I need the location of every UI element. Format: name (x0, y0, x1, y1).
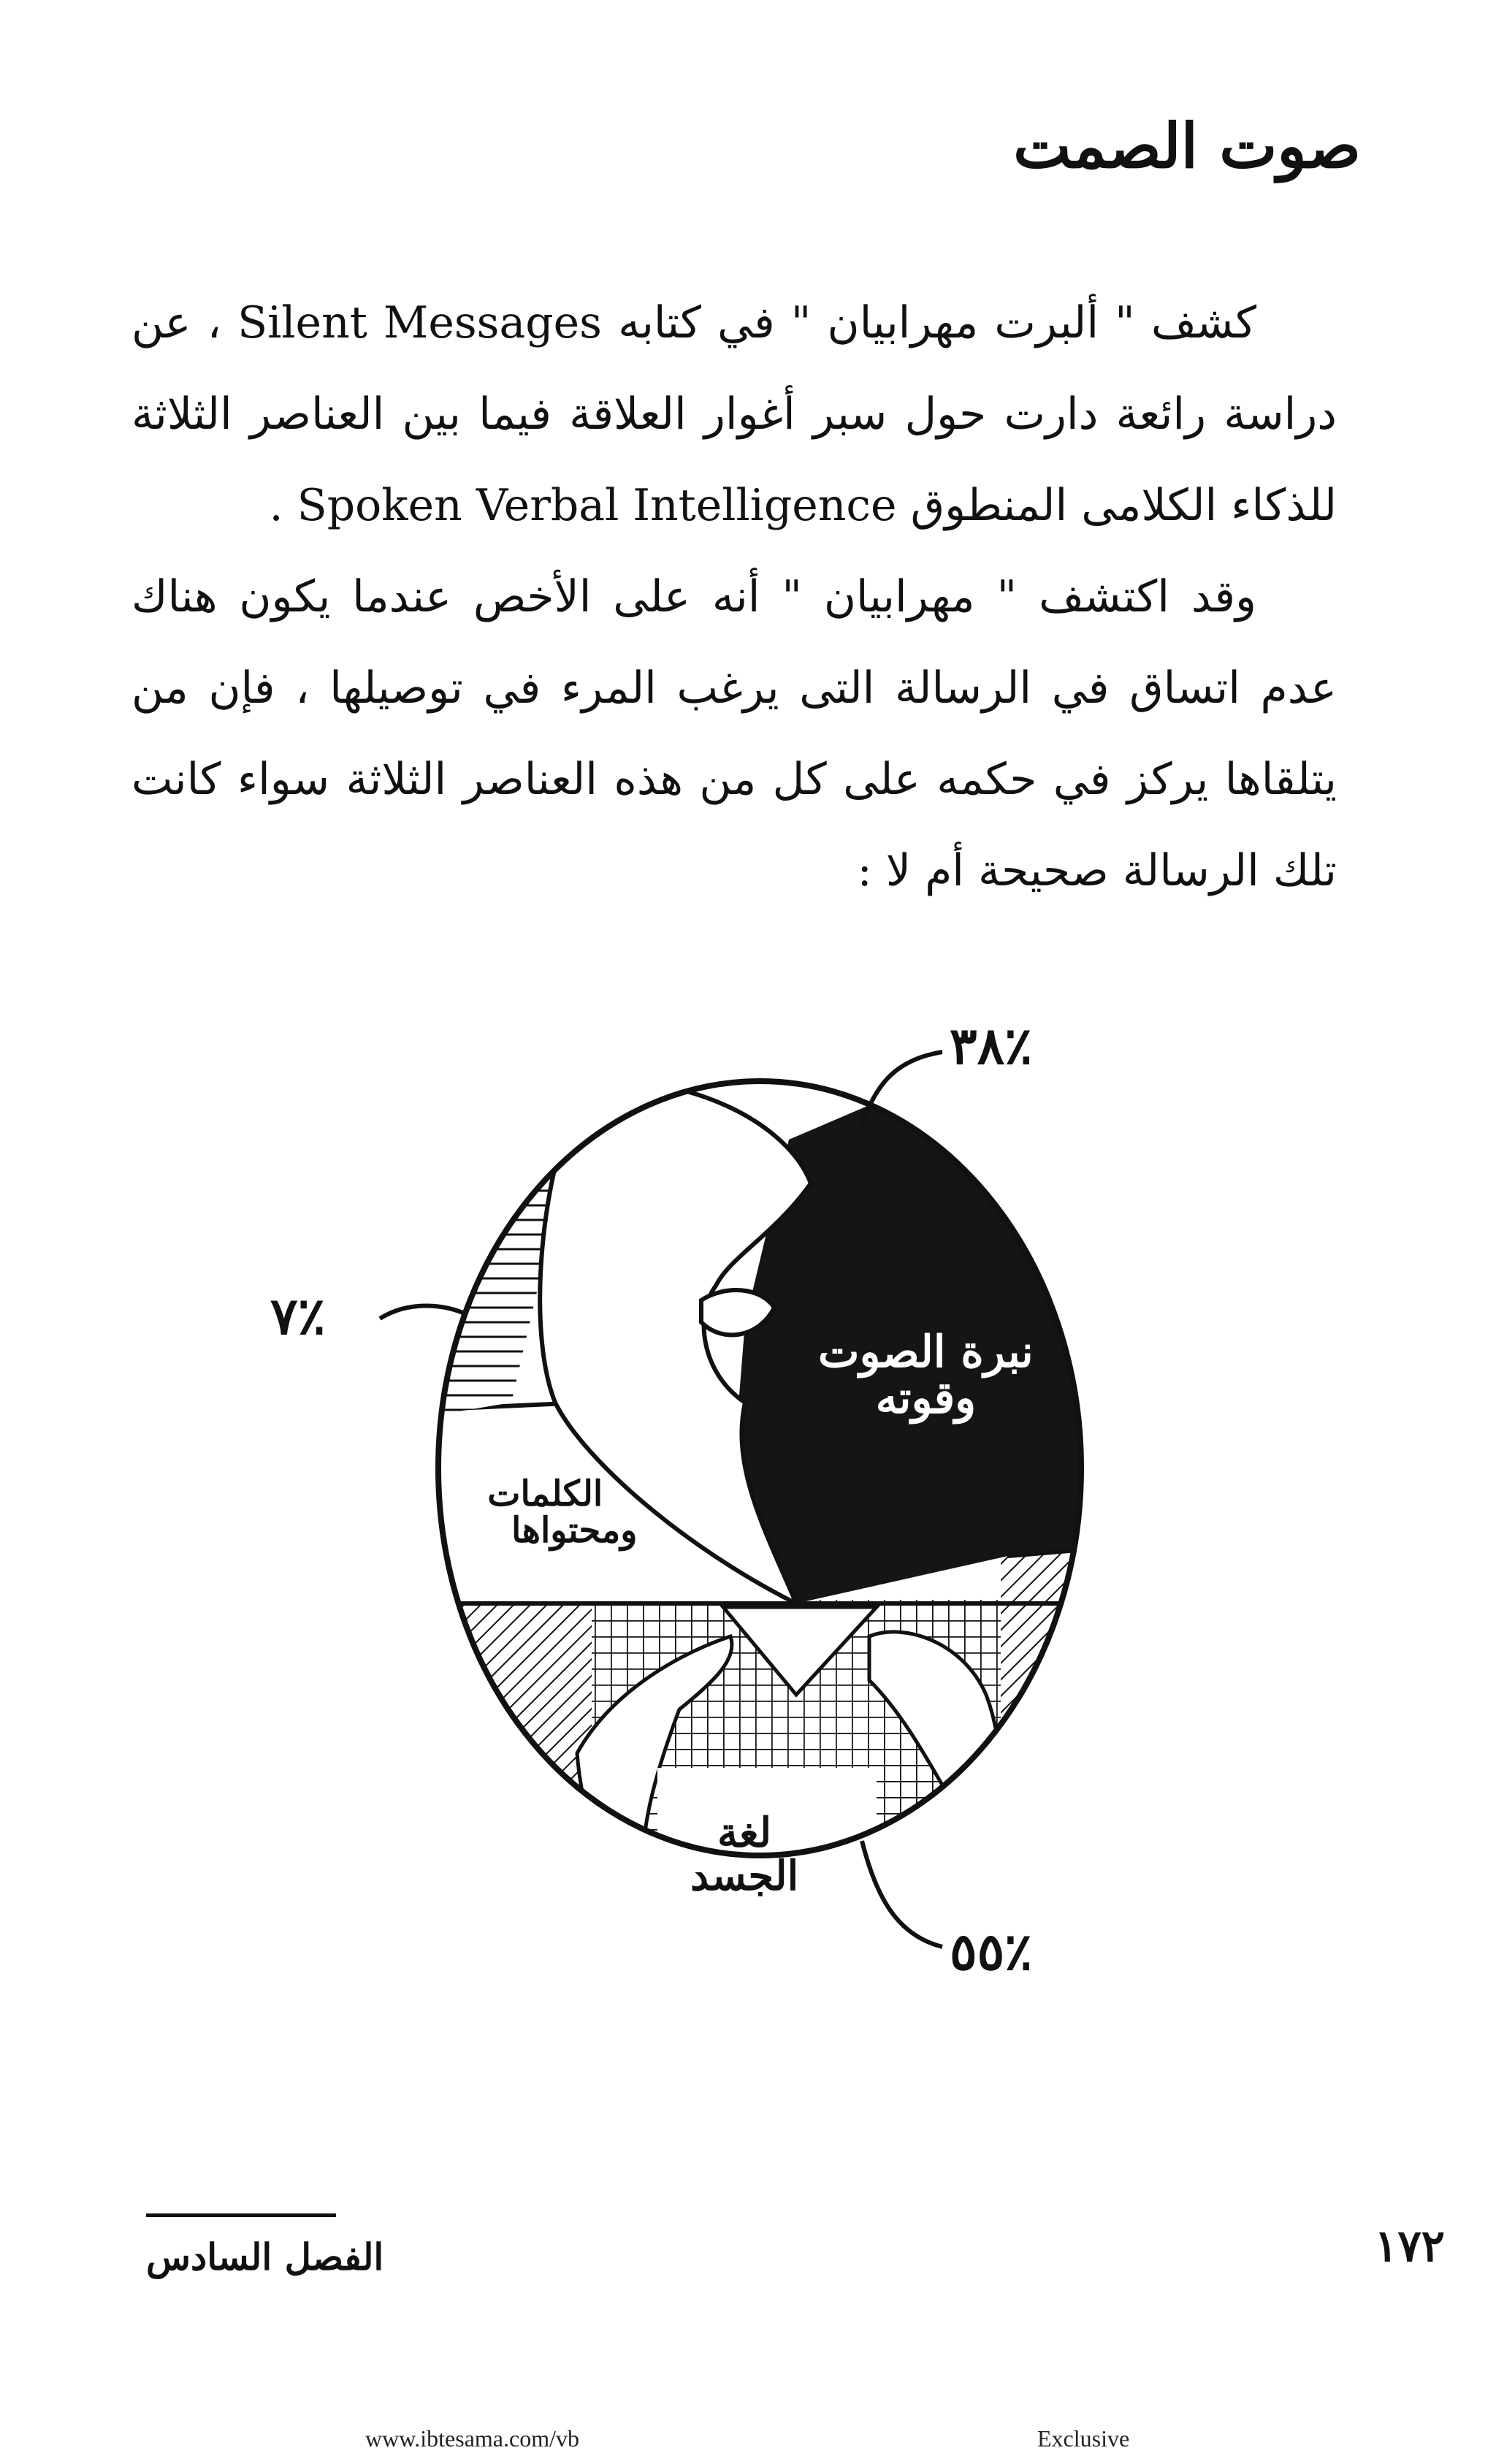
paragraph: وقد اكتشف " مهرابيان " أنه على الأخص عندما يكون هناك عدم اتساق في الرسالة التى يرغب المرء في توصيلها ، فإن من يتلقاها يركز في حكمه على كل من هذه العناصر الثلاثة سواء كانت تلك الرسالة صحيحة أم لا : (131, 571, 1337, 896)
pie-chart-svg (0, 993, 1496, 2199)
page-number: ١٧٢ (1374, 2221, 1445, 2272)
leader-words (380, 1306, 468, 1319)
label-body-percent: ٪٥٥ (950, 1921, 1032, 1982)
footer-rule (146, 2213, 336, 2217)
paragraph: كشف " ألبرت مهرابيان " في كتابه Silent Messages ، عن دراسة رائعة دارت حول سبر أغوار العلاقة فيما بين العناصر الثلاثة للذكاء الكلامى المنطوق Spoken Verbal Intelligence . (131, 297, 1337, 531)
label-words-percent: ٪٧ (270, 1286, 326, 1346)
page-title: صوت الصمت (1013, 110, 1361, 182)
body-text (131, 278, 1337, 917)
chapter-name: الفصل السادس (146, 2235, 384, 2278)
label-words: الكلمات ومحتواها (487, 1473, 638, 1552)
label-body-language: لغة الجسد (690, 1809, 799, 1900)
communication-pie-figure (0, 993, 1496, 2199)
label-voice-percent: ٪٣٨ (950, 1015, 1032, 1076)
leader-body (862, 1841, 942, 1947)
exclusive-watermark: Exclusive (1037, 2425, 1130, 2452)
label-voice: نبرة الصوت وقوته (818, 1327, 1034, 1424)
site-url: www.ibtesama.com/vb (365, 2425, 579, 2452)
